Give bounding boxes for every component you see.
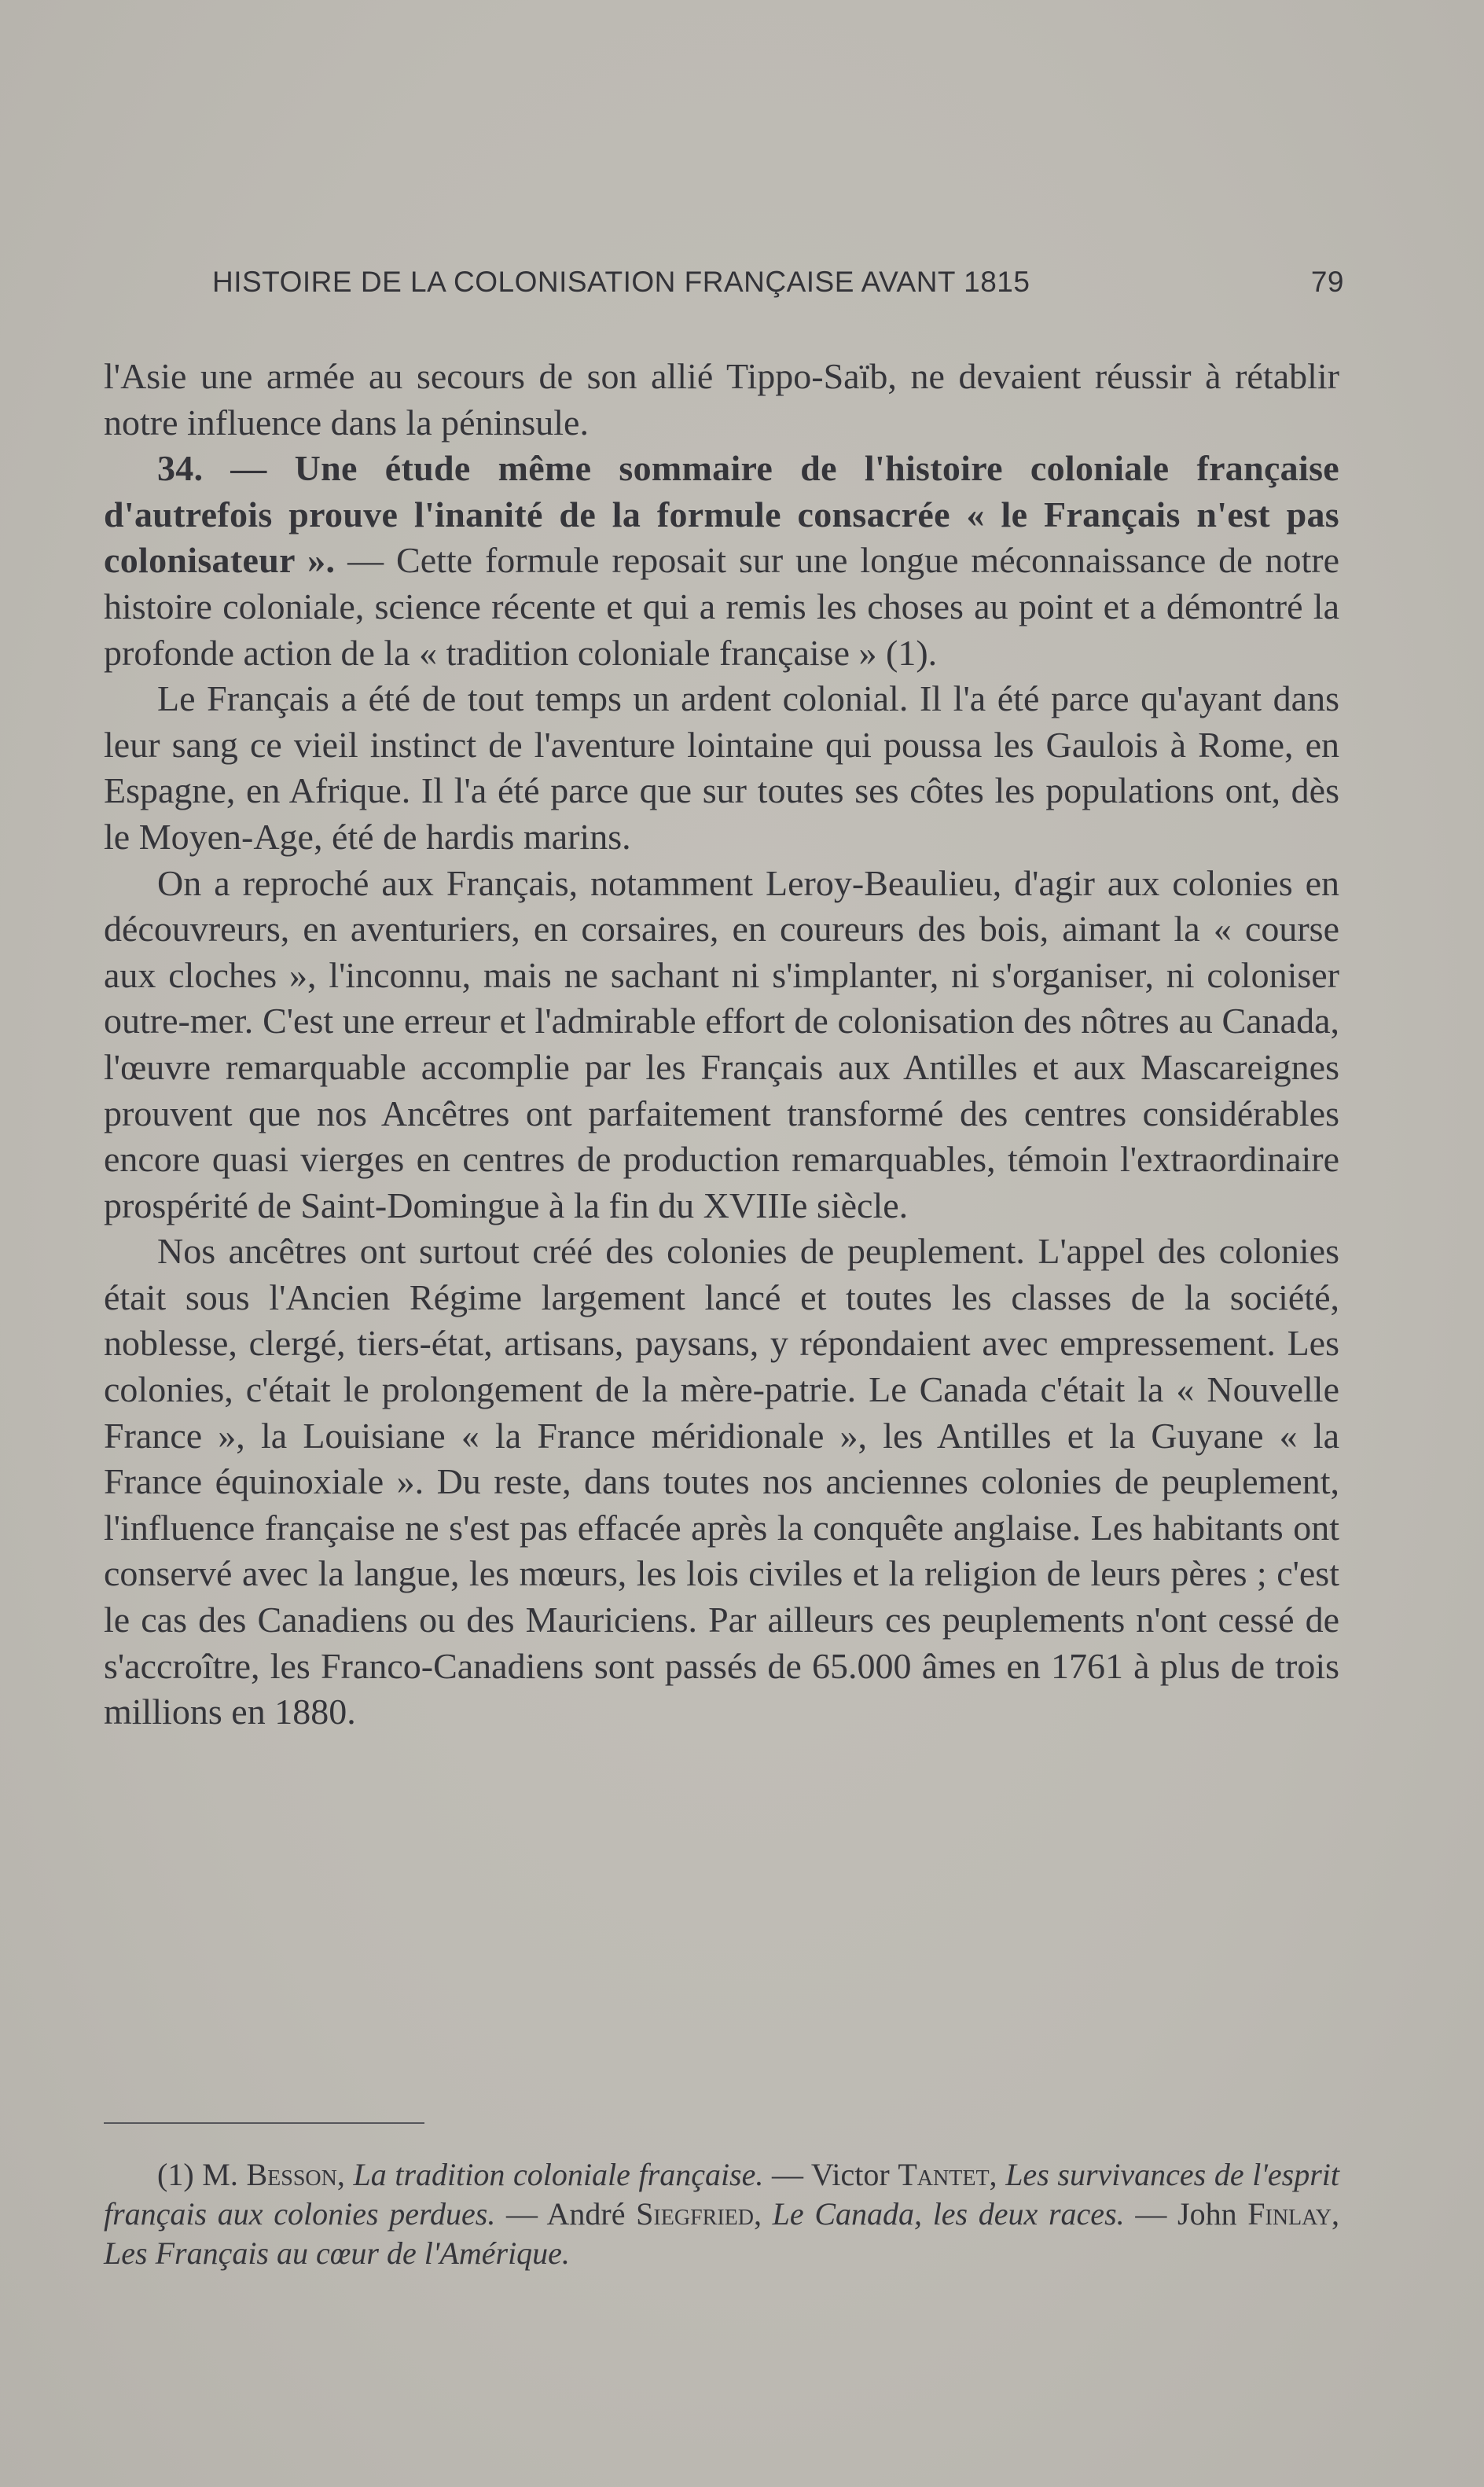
section-text: — Cette formule reposait sur une longue méconnaissance de notre histoire coloniale, science récente et qui a remis les choses au point et a démontré la profonde action de la « tradition coloniale française » (1). <box>104 540 1339 673</box>
footnote-book-title: Les Français au cœur de l'Amérique. <box>104 2235 570 2271</box>
section-heading: — Une étude même sommaire de l'histoire coloniale française d'autrefois prouve l'inanité de la formule consacrée « le Français n'est pas colonisateur ». <box>104 448 1339 581</box>
footnote-sep: , <box>1332 2196 1340 2232</box>
footnote-sep: — Victor <box>763 2157 898 2192</box>
footnote-book-title: La tradition coloniale française. <box>353 2157 764 2192</box>
footnote-author: Siegfried <box>636 2196 754 2232</box>
running-head-title: HISTOIRE DE LA COLONISATION FRANÇAISE AVANT 1815 <box>212 266 1030 298</box>
paragraph-section-34 <box>104 446 1339 676</box>
footnote <box>104 2155 1339 2273</box>
footnote-marker: (1) M. <box>157 2157 247 2192</box>
footnote-book-title: Le Canada, les deux races. <box>772 2196 1125 2232</box>
footnote-author: Tantet <box>898 2157 990 2192</box>
footnote-book-title: Les survivances de l'esprit français aux colonies perdues. <box>104 2157 1340 2232</box>
body-text <box>104 354 1339 1736</box>
paragraph-continuation: l'Asie une armée au secours de son allié Tippo-Saïb, ne devaient réussir à rétablir notre influence dans la péninsule. <box>104 356 1339 443</box>
footnote-sep: — John <box>1124 2196 1248 2232</box>
paragraph: On a reproché aux Français, notamment Leroy-Beaulieu, d'agir aux colonies en découvreurs, en aventuriers, en corsaires, en coureurs des bois, aimant la « course aux cloches », l'inconnu, mais ne sachant ni s'implanter, ni s'organiser, ni coloniser outre-mer. C'est une erreur et l'admirable effort de colonisation des nôtres au Canada, l'œuvre remarquable accomplie par les Français aux Antilles et aux Mascareignes prouvent que nos Ancêtres ont parfaitement transformé des centres considérables encore quasi vierges en centres de production remarquables, témoin l'extraordinaire prospérité de Saint-Domingue à la fin du XVIIIe siècle. <box>104 862 1339 1225</box>
footnote-paragraph <box>104 2155 1339 2273</box>
footnote-separator <box>104 2122 424 2124</box>
paragraph: Nos ancêtres ont surtout créé des colonies de peuplement. L'appel des colonies était sous l'Ancien Régime largement lancé et toutes les classes de la société, noblesse, clergé, tiers-état, artisans, paysans, y répondaient avec empressement. Les colonies, c'était le prolongement de la mère-patrie. Le Canada c'était la « Nouvelle France », la Louisiane « la France méridionale », les Antilles et la Guyane « la France équinoxiale ». Du reste, dans toutes nos anciennes colonies de peuplement, l'influence française ne s'est pas effacée après la conquête anglaise. Les habitants ont conservé avec la langue, les mœurs, les lois civiles et la religion de leurs pères ; c'est le cas des Canadiens ou des Mauriciens. Par ailleurs ces peuplements n'ont cessé de s'accroître, les Franco-Canadiens sont passés de 65.000 âmes en 1761 à plus de trois millions en 1880. <box>104 1231 1339 1732</box>
footnote-sep: — André <box>495 2196 637 2232</box>
footnote-sep: , <box>989 2157 1006 2192</box>
footnote-sep: , <box>336 2157 354 2192</box>
paragraph: Le Français a été de tout temps un ardent colonial. Il l'a été parce qu'ayant dans leur sang ce vieil instinct de l'aventure lointaine qui poussa les Gaulois à Rome, en Espagne, en Afrique. Il l'a été parce que sur toutes ses côtes les populations ont, dès le Moyen-Age, été de hardis marins. <box>104 678 1339 857</box>
section-number: 34. <box>157 448 204 489</box>
footnote-author: Besson <box>246 2157 337 2192</box>
footnote-author: Finlay <box>1247 2196 1332 2232</box>
page-number: 79 <box>1310 266 1344 298</box>
running-head <box>212 266 1344 313</box>
footnote-sep: , <box>753 2196 773 2232</box>
